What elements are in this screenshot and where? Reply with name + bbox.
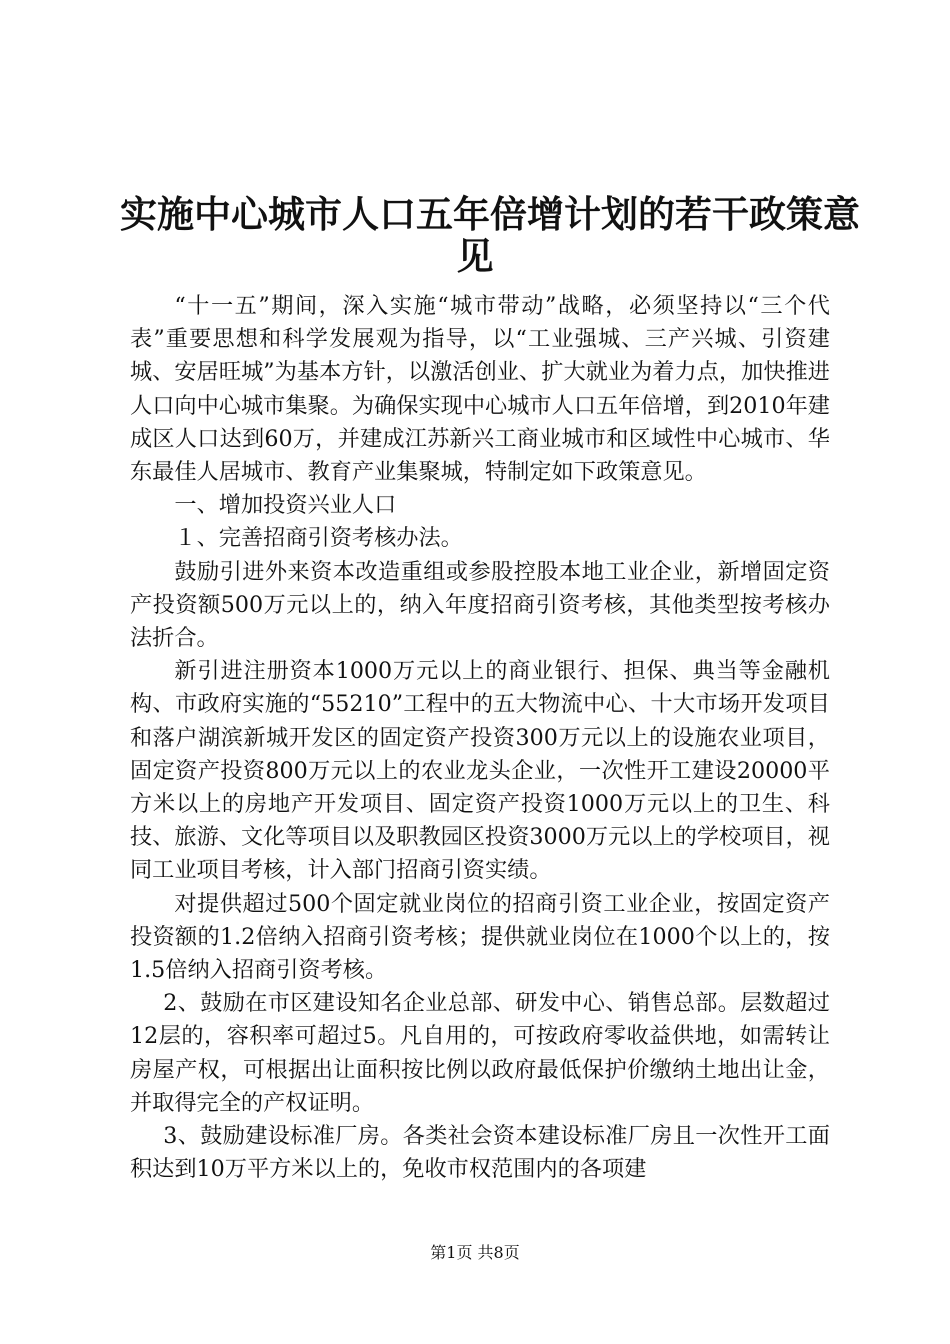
document-title-line-1: 实施中心城市人口五年倍增计划的若干政策意	[120, 192, 860, 236]
item-heading-1: １、完善招商引资考核办法。	[174, 525, 463, 552]
paragraph-item-1a: 鼓励引进外来资本改造重组或参股控股本地工业企业，新增固定资产投资额500万元以上的，纳入年度招商引资考核，其他类型按考核办法折合。	[130, 558, 830, 652]
paragraph-item-1b: 新引进注册资本1000万元以上的商业银行、担保、典当等金融机构、市政府实施的“55210”工程中的五大物流中心、十大市场开发项目和落户湖滨新城开发区的固定资产投资300万元以上的设施农业项目，固定资产投资800万元以上的农业龙头企业，一次性开工建设20000平方米以上的房地产开发项目、固定资产投资1000万元以上的卫生、科技、旅游、文化等项目以及职教园区投资3000万元以上的学校项目，视同工业项目考核，计入部门招商引资实绩。	[130, 658, 830, 884]
page-number-footer: 第1页 共8页	[430, 1243, 520, 1262]
paragraph-item-3: 3、鼓励建设标准厂房。各类社会资本建设标准厂房且一次性开工面积达到10万平方米以上的，免收市权范围内的各项建	[130, 1123, 830, 1183]
paragraph-item-2: 2、鼓励在市区建设知名企业总部、研发中心、销售总部。层数超过12层的，容积率可超过5。凡自用的，可按政府零收益供地，如需转让房屋产权，可根据出让面积按比例以政府最低保护价缴纳土地出让金，并取得完全的产权证明。	[130, 990, 830, 1116]
document-title-line-2: 见	[456, 234, 494, 278]
document-body	[130, 290, 830, 1186]
section-heading-1: 一、增加投资兴业人口	[174, 492, 397, 519]
paragraph-item-1c: 对提供超过500个固定就业岗位的招商引资工业企业，按固定资产投资额的1.2倍纳入招商引资考核；提供就业岗位在1000个以上的，按1.5倍纳入招商引资考核。	[130, 890, 830, 984]
paragraph-intro: “十一五”期间，深入实施“城市带动”战略，必须坚持以“三个代表”重要思想和科学发展观为指导，以“工业强城、三产兴城、引资建城、安居旺城”为基本方针，以激活创业、扩大就业为着力点，加快推进人口向中心城市集聚。为确保实现中心城市人口五年倍增，到2010年建成区人口达到60万，并建成江苏新兴工商业城市和区域性中心城市、华东最佳人居城市、教育产业集聚城，特制定如下政策意见。	[130, 293, 830, 486]
